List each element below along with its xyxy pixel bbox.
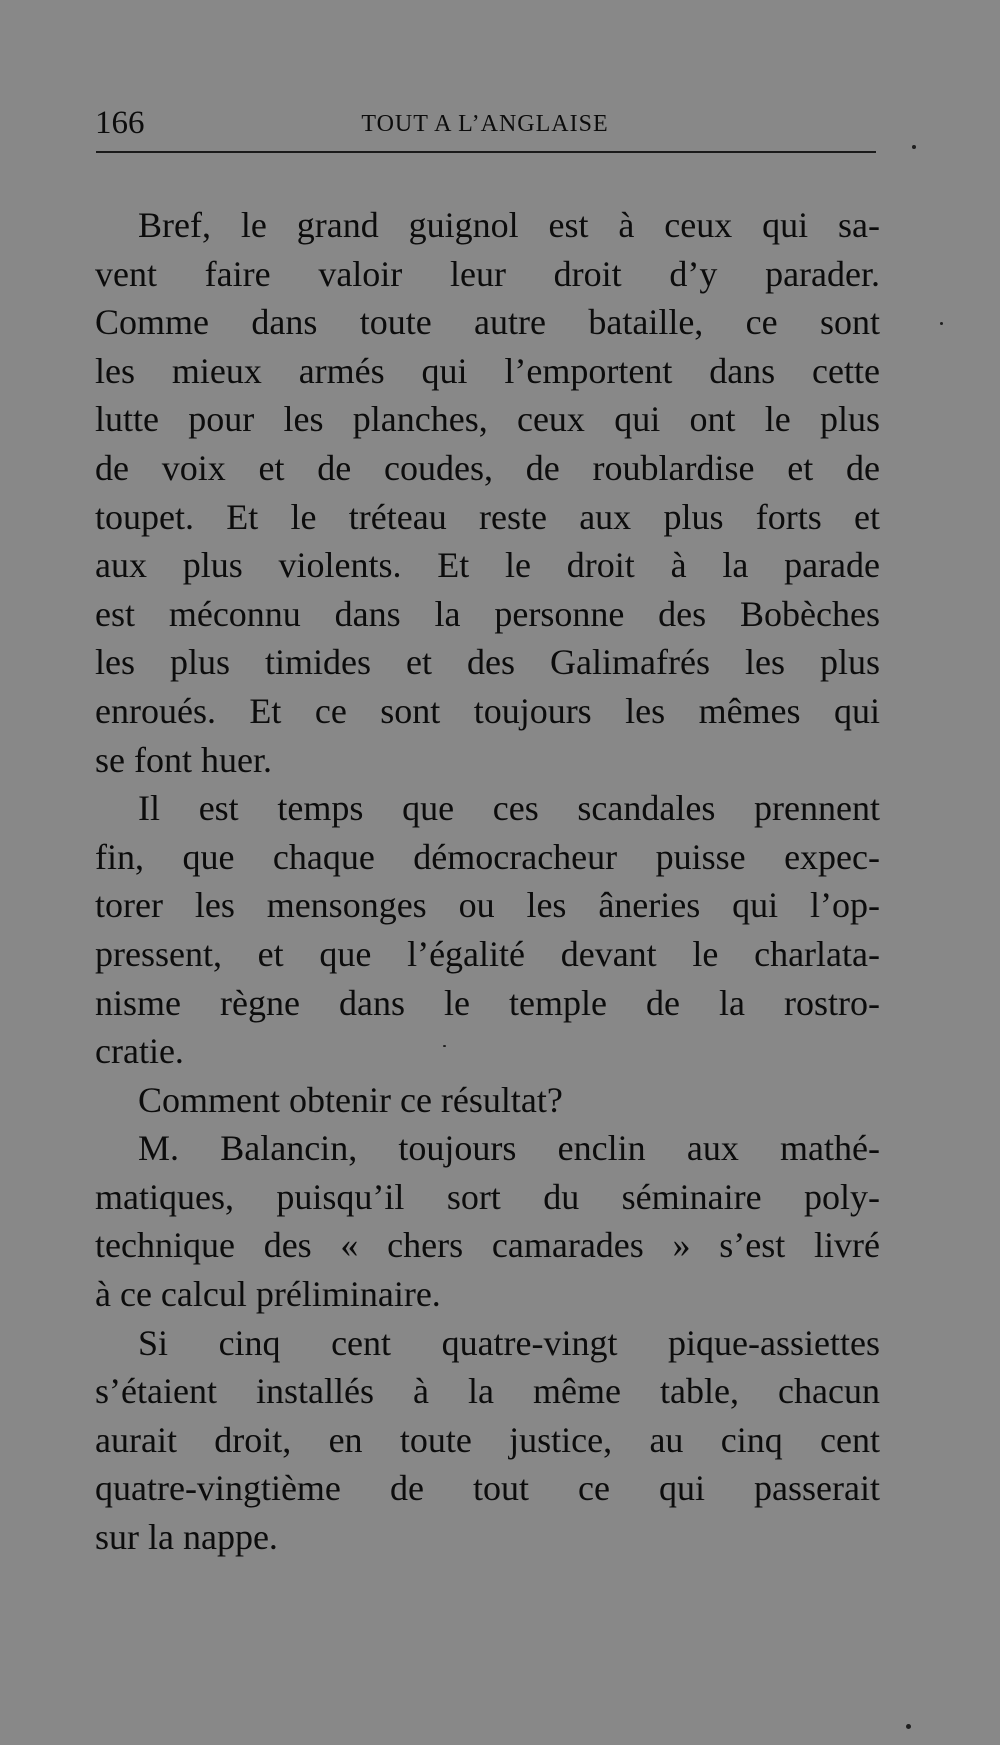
text-line: cratie. [95,1031,184,1072]
running-head [95,103,875,143]
text-line: Comme dans toute autre bataille, ce sont [95,302,880,343]
text-line: vent faire valoir leur droit d’y parader. [95,253,880,294]
text-line: sur la nappe. [95,1517,278,1558]
text-line: les plus timides et des Galimafrés les plus [95,642,880,683]
text-line: aurait droit, en toute justice, au cinq cent [95,1419,880,1460]
text-line: nisme règne dans le temple de la rostro- [95,982,880,1023]
text-line: Comment obtenir ce résultat? [138,1079,563,1120]
text-line: matiques, puisqu’il sort du séminaire poly- [95,1176,880,1217]
ink-speck [443,1045,446,1047]
ink-speck [912,145,916,149]
running-title: TOUT A L’ANGLAISE [361,111,609,137]
ink-speck [940,322,943,325]
text-line: torer les mensonges ou les âneries qui l’op- [95,885,880,926]
text-line: M. Balancin, toujours enclin aux mathé- [138,1128,880,1169]
header-rule [96,151,876,153]
text-line: Il est temps que ces scandales prennent [138,788,880,829]
text-line: est méconnu dans la personne des Bobèches [95,593,880,634]
text-line: toupet. Et le tréteau reste aux plus forts et [95,496,880,537]
text-line: de voix et de coudes, de roublardise et de [95,447,880,488]
text-line: les mieux armés qui l’emportent dans cette [95,350,880,391]
text-line: fin, que chaque démocracheur puisse expec- [95,836,880,877]
page-number: 166 [95,105,145,141]
text-line: à ce calcul préliminaire. [95,1274,441,1315]
text-line: lutte pour les planches, ceux qui ont le plus [95,399,880,440]
text-line: se font huer. [95,739,272,780]
text-line: technique des « chers camarades » s’est livré [95,1225,880,1266]
body-text [95,201,880,1562]
text-line: pressent, et que l’égalité devant le charlata- [95,933,880,974]
text-line: Bref, le grand guignol est à ceux qui sa- [138,205,880,245]
text-line: quatre-vingtième de tout ce qui passerait [95,1468,880,1509]
ink-speck [906,1724,911,1729]
text-line: Si cinq cent quatre-vingt pique-assiettes [138,1322,880,1363]
text-line: enroués. Et ce sont toujours les mêmes qui [95,690,880,731]
text-line: s’étaient installés à la même table, chacun [95,1371,880,1412]
text-line: aux plus violents. Et le droit à la parade [95,545,880,586]
